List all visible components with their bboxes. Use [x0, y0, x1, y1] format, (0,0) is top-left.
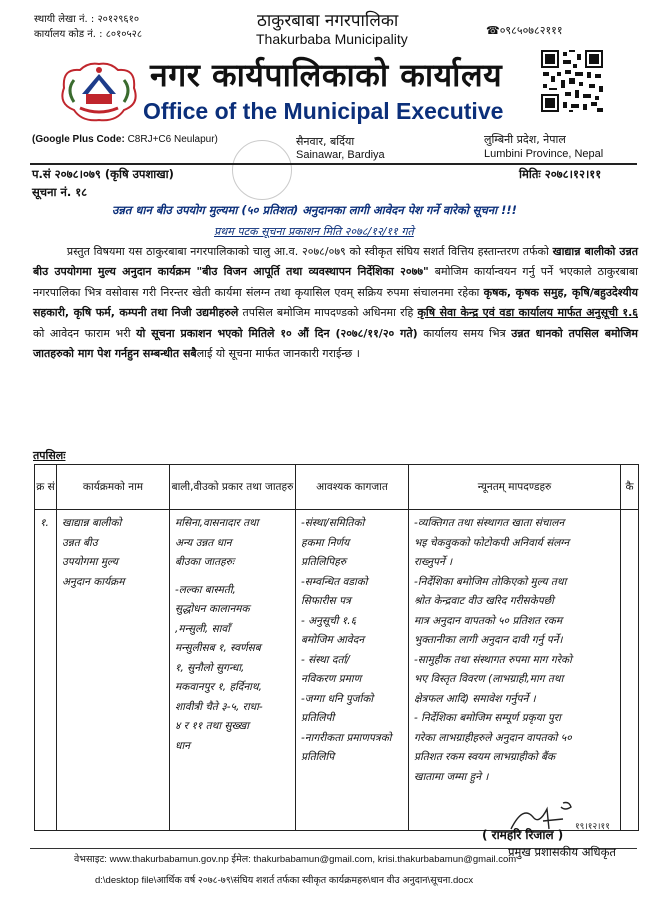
- address-nepali: सैनवार, बर्दिया: [296, 135, 355, 148]
- remarks-cell: [621, 510, 639, 831]
- notice-number: सूचना नं. १८: [32, 185, 88, 199]
- notice-subject: उन्नत धान बीउ उपयोग मुल्यमा (५० प्रतिशत) अनुदानका लागी आवेदन पेश गर्ने वारेको सूचना !!!: [112, 203, 517, 217]
- signer-designation: प्रमुख प्रशासकीय अधिकृत: [508, 845, 616, 859]
- details-table: [34, 464, 639, 831]
- municipality-name-nepali: ठाकुरबाबा नगरपालिका: [257, 11, 399, 31]
- google-plus-code: (Google Plus Code: C8RJ+C6 Neulapur): [32, 134, 218, 145]
- signer-name: ( रामहरि रिजाल ): [482, 828, 564, 842]
- website-link[interactable]: www.thakurbabamun.gov.np: [109, 854, 229, 865]
- footer-contact: वेभसाइट: www.thakurbabamun.gov.np ईमेल: thakurbabamun@gmail.com, krisi.thakurbabamun@gmail.com: [74, 854, 517, 865]
- serial-cell: १.: [35, 510, 57, 831]
- svg-text:१९।१२।११: १९।१२।११: [575, 822, 610, 832]
- column-header: कै: [621, 465, 639, 510]
- table-header-row: [35, 465, 639, 510]
- program-cell: खाद्यान्न बालीको उन्नत बीउ उपयोगमा मुल्य अनुदान कार्यक्रम: [57, 510, 170, 831]
- permanent-account-number: स्थायी लेखा नं. : २०१२९६१०: [34, 14, 140, 25]
- first-publication-date: प्रथम पटक सूचना प्रकाशन मिति २०७८/१२/११ गते: [214, 225, 414, 238]
- phone-number: ☎०९८५०७८२१११: [486, 24, 563, 37]
- province-english: Lumbini Province, Nepal: [484, 148, 604, 160]
- province-nepali: लुम्बिनी प्रदेश, नेपाल: [484, 133, 566, 146]
- criteria-cell: -व्यक्तिगत तथा संस्थागत खाता संचालन भइ चेकवुकको फोटोकपी अनिवार्य संलग्न राख्नुपर्ने । -निर्देशिका बमोजिम तोकिएको मुल्य तथा श्रोत केन्द्रवाट वीउ खरिद गरीसकेपछी मात्र अनुदान वापतको ५० प्रतिशत रकम भुक्तानीका लागी अनुदान दावी गर्नु पर्ने। -सामुहीक तथा संस्थागत रुपमा माग गरेको भए विस्तृत विवरण (लाभग्राही,माग तथा क्षेत्रफल आदि) समावेश गर्नुपर्ने । - निर्देशिका बमोजिम सम्पूर्ण प्रकृया पुरा गरेका लाभग्राहीहरुले अनुदान वापतको ५० प्रतिशत रकम स्वयम लाभग्राहीको बैंक खातामा जम्मा हुने ।: [409, 510, 621, 831]
- office-code: कार्यालय कोड नं. : ८०१०५२८: [34, 29, 143, 40]
- qr-code-icon: [539, 48, 605, 114]
- details-caption: तपसिलः: [33, 449, 66, 462]
- notice-body: प्रस्तुत विषयमा यस ठाकुरबाबा नगरपालिकाको चालु आ.व. २०७८/०७९ को स्वीकृत संघिय सशर्त वित्तिय हस्तान्तरण तर्फको खाद्यान्न बालीको उन्नत बीउ उपयोगमा मुल्य अनुदान कार्यक्रम "बीउ विजन आपूर्ति तथा व्यवस्थापन निर्देशिका २०७७" बमोजिम कार्यान्वयन गर्नु पर्ने भएकाले ठाकुरबाबा नगरपालिका भित्र वसोवास गरी निरन्तर खेती कार्यमा संलग्न तथा कृयासिल एवम् सक्रिय रुपमा संचालनमा रहेका कृषक, कृषक समुह, कृषि/बहुउदेश्यीय सहकारी, कृषि फर्म, कम्पनी तथा निजी उद्यमीहरुले तपसिल बमोजिम मापदण्डको अधिनमा रहि कृषि सेवा केन्द्र एवं वडा कार्यालय मार्फत अनुसूची १.६ को आवेदन फाराम भरी यो सूचना प्रकाशन भएको मितिले १० औं दिन (२०७८/११/२० गते) कार्यालय समय भित्र उन्नत धानको तपसिल बमोजिम जातहरुको माग पेश गर्नहुन सम्बन्धीत सबैलाई यो सूचना मार्फत जानकारी गराईन्छ ।: [33, 245, 639, 361]
- documents-cell: -संस्था/समितिको हकमा निर्णय प्रतिलिपिहरु -सम्वन्धित वडाको सिफारीस पत्र - अनुसूची १.६ बमोजिम आवेदन - संस्था दर्ता/ नविकरण प्रमाण -जग्गा धनि पुर्जाको प्रतिलिपी -नागरीकता प्रमाणपत्रको प्रतिलिपि: [296, 510, 409, 831]
- table-row: [35, 510, 639, 831]
- column-header: बाली,वीउको प्रकार तथा जातहरु: [170, 465, 296, 510]
- varieties-cell: मसिना,वासनादार तथा अन्य उन्नत धान बीउका जातहरुः -लल्का बास्मती, सुद्धोधन कालानमक ,मन्सुली, सावाँ मन्सुलीसब १, स्वर्णसब १, सुनौलो सुगन्धा, मकवानपुर १, हर्दिनाथ, शावीत्री चैते ३-५, राधा- ४ र ११ तथा सुख्खा धान: [170, 510, 296, 831]
- office-stamp-icon: [232, 140, 292, 200]
- reference-number: प.सं २०७८।०७९ (कृषि उपशाखा): [32, 167, 174, 181]
- email-link[interactable]: thakurbabamun@gmail.com, krisi.thakurbabamun@gmail.com: [253, 854, 517, 865]
- municipality-name-english: Thakurbaba Municipality: [256, 31, 408, 47]
- address-english: Sainawar, Bardiya: [296, 149, 385, 161]
- office-title-english: Office of the Municipal Executive: [143, 98, 504, 124]
- column-header: कार्यक्रमको नाम: [57, 465, 170, 510]
- office-title-nepali: नगर कार्यपालिकाको कार्यालय: [150, 56, 503, 94]
- column-header: आवश्यक कागजात: [296, 465, 409, 510]
- phone-icon: ☎: [486, 24, 500, 37]
- municipality-emblem-icon: [58, 58, 140, 126]
- column-header: क्र सं: [35, 465, 57, 510]
- file-path: d:\desktop file\आर्थिक वर्ष २०७८-७९\संघिय शशर्त तर्फका स्वीकृत कार्यक्रमहरु\धान वीउ अनुदान\सूचना.docx: [95, 875, 474, 886]
- header-divider: [30, 163, 637, 165]
- letter-date: मितिः २०७८।१२।११: [519, 167, 602, 181]
- column-header: न्यूनतम् मापदण्डहरु: [409, 465, 621, 510]
